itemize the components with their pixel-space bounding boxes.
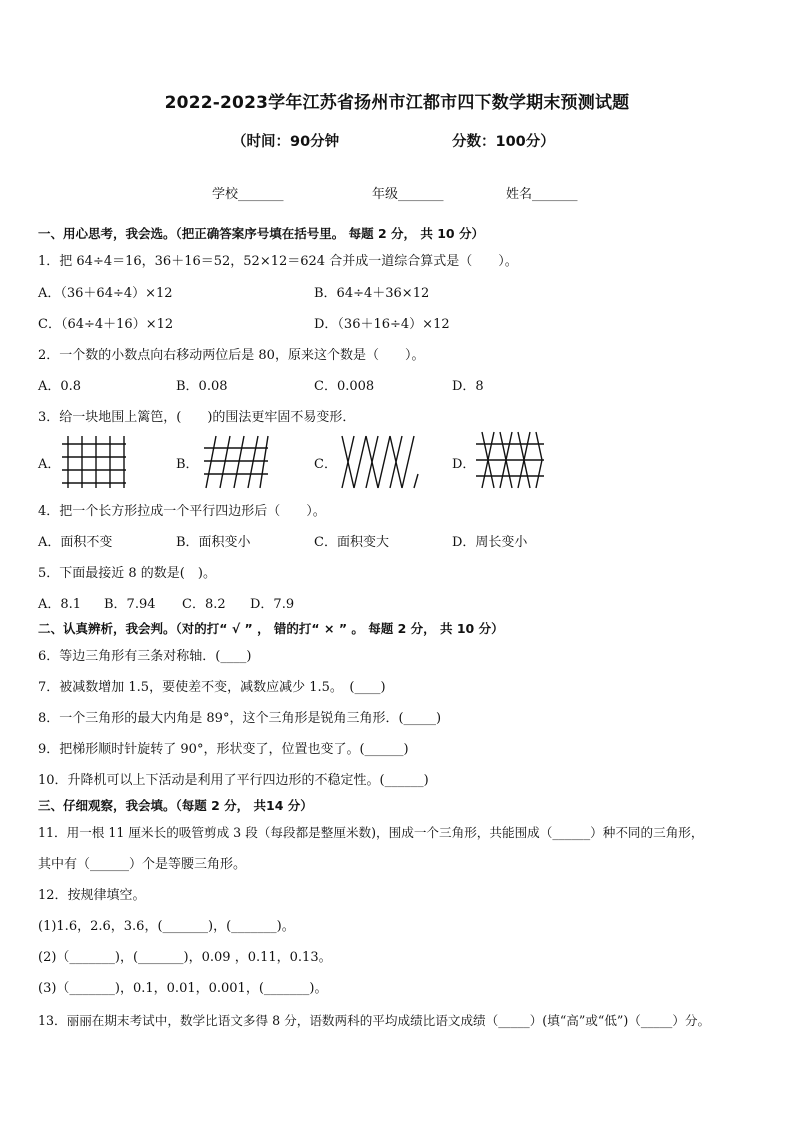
fence-triangulated-figure [474, 430, 546, 490]
exam-time: （时间：90分钟 [232, 134, 340, 150]
fill-question-12-part-3: (3)（_______)，0.1，0.01，0.001，(_______)。 [38, 981, 328, 996]
question-1-option-b: B．64÷4＋36×12 [314, 286, 430, 301]
section-heading-1: 一、用心思考，我会选。（把正确答案序号填在括号里。 每题 2 分， 共 10 分） [38, 226, 484, 241]
name-field: 姓名_______ [506, 187, 578, 202]
question-4-option-c: C．面积变大 [314, 535, 389, 550]
fence-square-grid-figure [60, 434, 128, 490]
question-3-option-b: B． [176, 457, 199, 472]
school-field: 学校_______ [212, 187, 284, 202]
question-2-stem: 2．一个数的小数点向右移动两位后是 80，原来这个数是（ ）。 [38, 348, 425, 363]
fill-question-12-part-1: (1)1.6，2.6，3.6，(_______)，(_______)。 [38, 919, 295, 934]
question-1-option-d: D．（36＋16÷4）×12 [314, 317, 450, 332]
question-3-stem: 3．给一块地围上篱笆，( )的围法更牢固不易变形． [38, 410, 356, 425]
judge-question-6: 6．等边三角形有三条对称轴．(____) [38, 649, 252, 664]
judge-question-9: 9．把梯形顺时针旋转了 90°，形状变了，位置也变了。(______) [38, 742, 409, 757]
question-4-option-d: D．周长变小 [452, 535, 528, 550]
question-2-option-b: B．0.08 [176, 379, 228, 394]
question-3-option-c: C． [314, 457, 337, 472]
exam-score: 分数：100分） [452, 134, 555, 150]
question-4-option-b: B．面积变小 [176, 535, 251, 550]
question-5-option-d: D．7.9 [250, 597, 295, 612]
question-3-option-a: A． [38, 457, 61, 472]
question-1-stem: 1．把 64÷4＝16，36＋16＝52，52×12＝624 合并成一道综合算式是（ ）。 [38, 254, 518, 269]
judge-question-8: 8．一个三角形的最大内角是 89°，这个三角形是锐角三角形．(_____) [38, 711, 442, 726]
question-1-option-c: C．（64÷4＋16）×12 [38, 317, 174, 332]
question-5-option-c: C．8.2 [182, 597, 226, 612]
page-title: 2022-2023学年江苏省扬州市江都市四下数学期末预测试题 [164, 93, 630, 113]
question-2-option-a: A．0.8 [38, 379, 82, 394]
section-heading-2: 二、认真辨析，我会判。（对的打“ √ ” ， 错的打“ × ” 。 每题 2 分， 共 10 分） [38, 621, 504, 636]
fence-slanted-grid-figure [200, 434, 270, 490]
question-2-option-d: D．8 [452, 379, 484, 394]
question-4-option-a: A．面积不变 [38, 535, 113, 550]
judge-question-7: 7．被减数增加 1.5，要使差不变，减数应减少 1.5。 (____) [38, 680, 386, 695]
question-3-option-d: D． [452, 457, 476, 472]
question-5-option-b: B．7.94 [104, 597, 156, 612]
question-5-stem: 5．下面最接近 8 的数是( )。 [38, 566, 216, 581]
question-1-option-a: A．（36＋64÷4）×12 [38, 286, 173, 301]
fence-zigzag-figure [338, 434, 420, 490]
judge-question-10: 10．升降机可以上下活动是利用了平行四边形的不稳定性。(______) [38, 773, 429, 788]
fill-question-11-line-1: 11．用一根 11 厘米长的吸管剪成 3 段（每段都是整厘米数)，围成一个三角形，共能围成（______）种不同的三角形， [38, 825, 704, 840]
question-4-stem: 4．把一个长方形拉成一个平行四边形后（ ）。 [38, 504, 326, 519]
section-heading-3: 三、仔细观察，我会填。（每题 2 分， 共14 分） [38, 798, 313, 813]
fill-question-11-line-2: 其中有（______）个是等腰三角形。 [38, 857, 247, 872]
fill-question-12-stem: 12．按规律填空。 [38, 888, 146, 903]
question-5-option-a: A．8.1 [38, 597, 82, 612]
grade-field: 年级_______ [372, 187, 444, 202]
question-2-option-c: C．0.008 [314, 379, 375, 394]
fill-question-12-part-2: (2)（_______)，(_______)，0.09 ，0.11，0.13。 [38, 950, 332, 965]
fill-question-13: 13．丽丽在期末考试中，数学比语文多得 8 分，语数两科的平均成绩比语文成绩（_____）(填“高”或“低”)（_____）分。 [38, 1013, 711, 1028]
